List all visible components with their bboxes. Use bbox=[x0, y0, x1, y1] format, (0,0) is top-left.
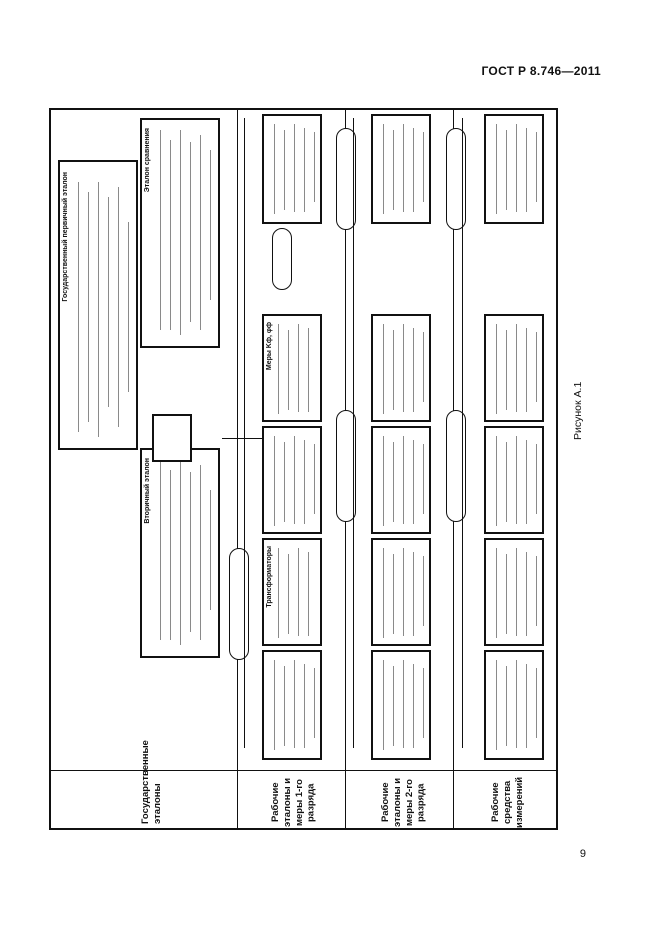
oval-working-top bbox=[446, 128, 466, 230]
label-divider bbox=[49, 770, 558, 771]
rank2-box bbox=[371, 538, 431, 646]
connector bbox=[222, 438, 262, 439]
oval-rank1-top bbox=[272, 228, 292, 290]
secondary-box bbox=[140, 448, 220, 658]
oval-working bbox=[446, 410, 466, 522]
row-label-working: Рабочие средства измерений bbox=[490, 776, 525, 829]
method-box bbox=[152, 414, 192, 462]
page-header: ГОСТ Р 8.746—2011 bbox=[481, 64, 601, 78]
rank1-box bbox=[262, 650, 322, 760]
working-box bbox=[484, 426, 544, 534]
figure-caption: Рисунок А.1 bbox=[572, 381, 584, 440]
state-primary-box bbox=[58, 160, 138, 450]
rank2-box bbox=[371, 314, 431, 422]
text-lines bbox=[156, 460, 216, 650]
row-label-rank1: Рабочие эталоны и меры 1-го разряда bbox=[270, 777, 317, 828]
divider bbox=[237, 108, 238, 830]
rank2-box bbox=[371, 650, 431, 760]
rank1-box bbox=[262, 426, 322, 534]
rank1-box bbox=[262, 114, 322, 224]
text-lines bbox=[156, 130, 216, 340]
rank2-box bbox=[371, 426, 431, 534]
connector bbox=[462, 118, 463, 748]
connector bbox=[353, 118, 354, 748]
row-label-rank2: Рабочие эталоны и меры 2-го разряда bbox=[380, 777, 427, 828]
comparison-box bbox=[140, 118, 220, 348]
state-primary-title: Государственный первичный эталон bbox=[62, 172, 69, 302]
rank1-measure-box bbox=[262, 314, 322, 422]
measure-title: Меры Kф, φф bbox=[266, 322, 273, 371]
transformers-title: Трансформаторы bbox=[266, 546, 273, 608]
row-label-state: Государственные эталоны bbox=[140, 740, 163, 824]
oval-rank1 bbox=[229, 548, 249, 660]
working-box bbox=[484, 538, 544, 646]
secondary-title: Вторичный эталон bbox=[144, 458, 151, 524]
comparison-title: Эталон сравнения bbox=[144, 128, 151, 193]
connector bbox=[244, 118, 245, 748]
rank1-transformers bbox=[262, 538, 322, 646]
page-number: 9 bbox=[579, 848, 586, 860]
working-box bbox=[484, 114, 544, 224]
rank2-box bbox=[371, 114, 431, 224]
working-box bbox=[484, 314, 544, 422]
text-lines bbox=[74, 182, 134, 442]
working-box bbox=[484, 650, 544, 760]
